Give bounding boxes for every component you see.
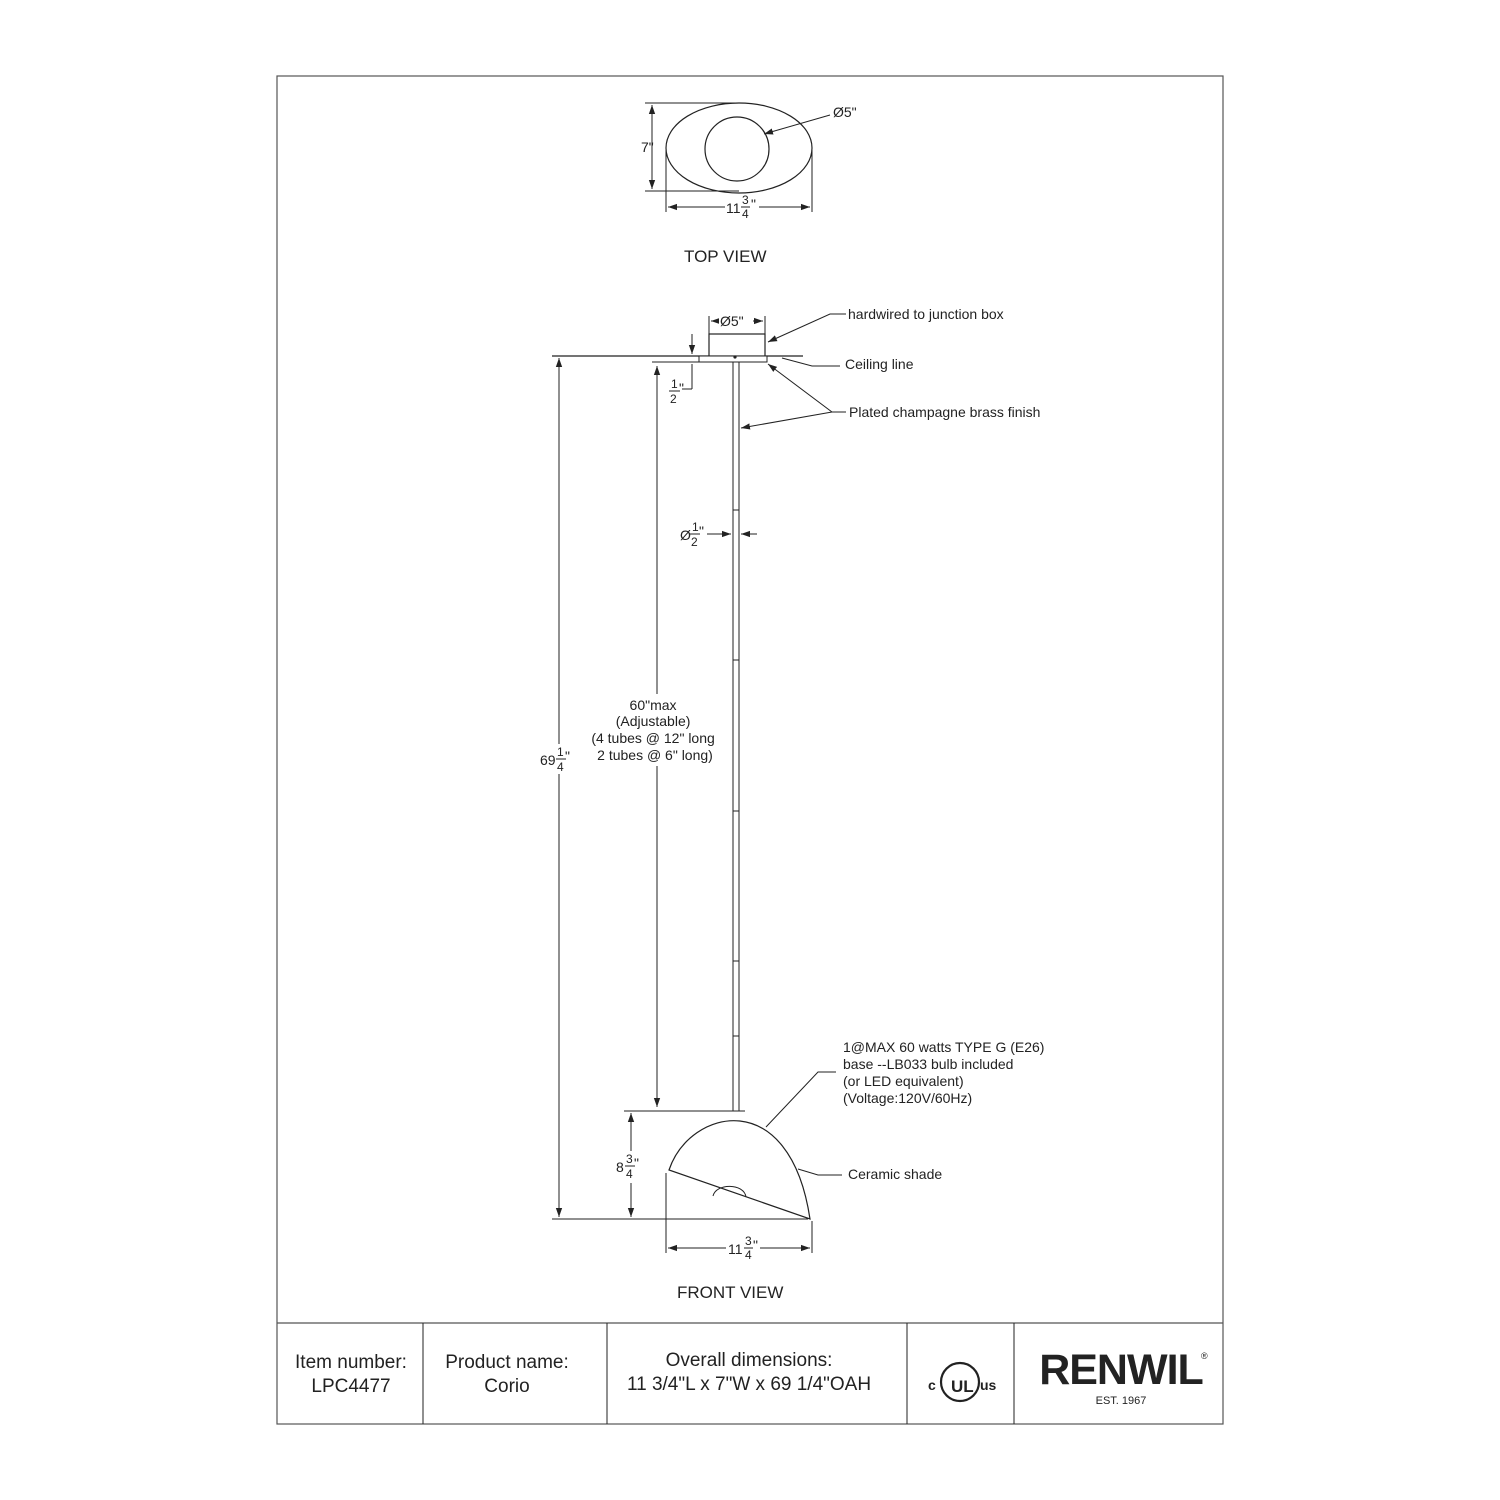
junction-box-leader	[768, 314, 846, 342]
canopy	[709, 334, 765, 356]
brand-logo: RENWIL	[1039, 1346, 1203, 1394]
top-view-width-label: 11	[726, 200, 741, 216]
rod-diameter-label: Ø	[680, 527, 691, 543]
top-view-canopy-label: Ø5"	[833, 104, 857, 120]
junction-box-callout: hardwired to junction box	[848, 306, 1004, 322]
brand-tagline: EST. 1967	[1095, 1395, 1147, 1407]
overall-dimensions-value: 11 3/4"L x 7"W x 69 1/4"OAH	[626, 1374, 872, 1395]
ceramic-shade	[669, 1121, 810, 1219]
svg-text:1: 1	[692, 520, 699, 534]
svg-text:": "	[565, 748, 570, 764]
svg-text:4: 4	[745, 1248, 752, 1262]
shade-leader	[798, 1169, 842, 1175]
rod-length-note: 60"max (Adjustable) (4 tubes @ 12" long 2 tubes @ 6" long)	[591, 697, 715, 763]
svg-text:3: 3	[742, 193, 749, 207]
svg-text:2: 2	[691, 535, 698, 549]
finish-callout: Plated champagne brass finish	[849, 404, 1041, 420]
svg-text:4: 4	[742, 207, 749, 221]
canopy-plate	[699, 356, 767, 362]
title-block	[295, 1323, 1208, 1424]
product-name-value: Corio	[484, 1376, 530, 1397]
top-view	[641, 103, 857, 266]
ceiling-line-leader	[782, 358, 840, 366]
ceiling-line-callout: Ceiling line	[845, 356, 914, 372]
svg-text:3: 3	[745, 1234, 752, 1248]
svg-text:4: 4	[626, 1167, 633, 1181]
shade-height-label: 8	[616, 1159, 624, 1175]
culus-certification-icon	[928, 1363, 997, 1401]
front-view-title: FRONT VIEW	[677, 1283, 784, 1302]
top-view-canopy-leader	[764, 115, 830, 134]
bulb-callout: 1@MAX 60 watts TYPE G (E26) base --LB033 bulb included (or LED equivalent) (Voltage:120V/60Hz)	[843, 1039, 1045, 1106]
registered-mark-icon: ®	[1201, 1351, 1208, 1361]
bulb-leader	[766, 1072, 836, 1127]
top-view-canopy-outline	[705, 117, 769, 181]
shade-width-label: 11	[728, 1241, 743, 1257]
svg-text:2: 2	[670, 392, 677, 406]
item-number-label: Item number:	[295, 1352, 407, 1373]
finish-leader	[768, 364, 846, 412]
product-name-label: Product name:	[445, 1352, 569, 1373]
overall-height-label: 69	[540, 752, 556, 768]
overall-dimensions-label: Overall dimensions:	[665, 1350, 833, 1371]
canopy-width-label: Ø5"	[720, 313, 744, 329]
svg-text:c: c	[928, 1377, 936, 1393]
rod-tube-joints	[733, 510, 739, 1036]
svg-text:": "	[679, 380, 684, 396]
shade-callout: Ceramic shade	[848, 1166, 943, 1182]
svg-text:1: 1	[557, 745, 564, 759]
svg-text:": "	[634, 1155, 639, 1171]
sheet-border	[277, 76, 1223, 1424]
svg-text:": "	[751, 196, 756, 212]
svg-text:4: 4	[557, 760, 564, 774]
top-view-height-label: 7"	[641, 139, 654, 155]
svg-text:3: 3	[626, 1152, 633, 1166]
svg-text:": "	[699, 523, 704, 539]
canopy-height-label: 1	[671, 377, 678, 391]
top-view-title: TOP VIEW	[684, 247, 767, 266]
svg-text:": "	[753, 1237, 758, 1253]
svg-text:us: us	[980, 1377, 997, 1393]
item-number-value: LPC4477	[311, 1376, 391, 1397]
front-view	[538, 306, 1048, 1302]
svg-text:UL: UL	[951, 1377, 974, 1396]
